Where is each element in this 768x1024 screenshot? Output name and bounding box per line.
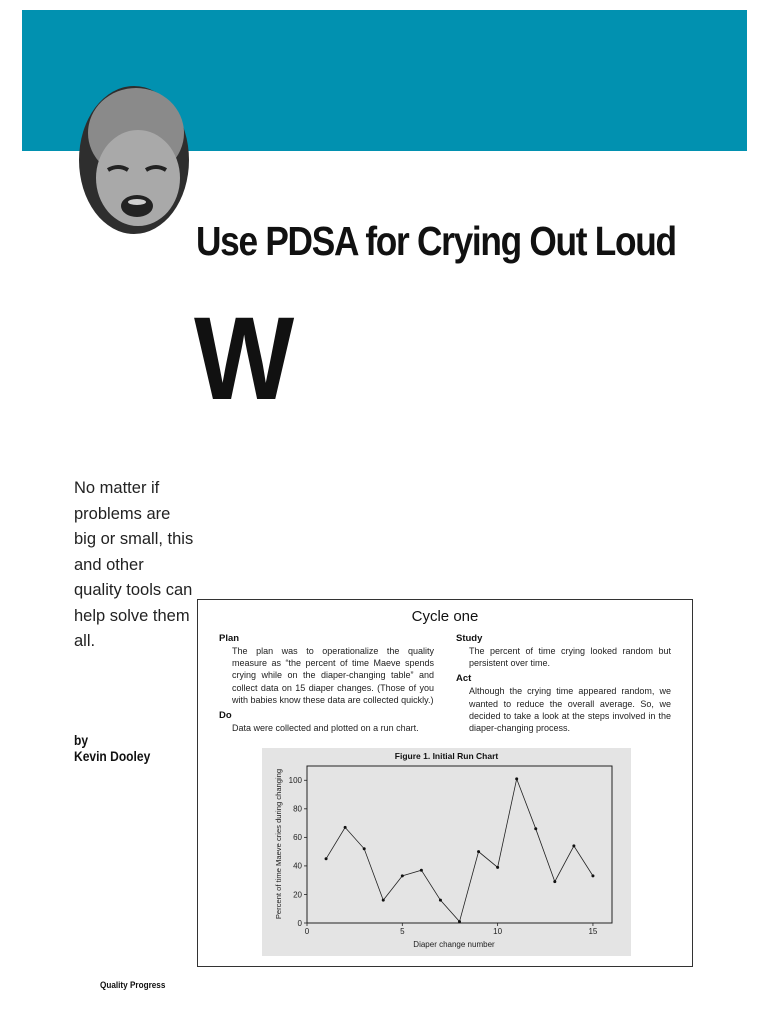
data-point: [572, 844, 575, 847]
y-tick-label: 0: [297, 918, 302, 928]
y-tick-label: 20: [293, 890, 302, 900]
data-point: [325, 857, 328, 860]
y-tick-label: 100: [288, 776, 302, 786]
data-point: [382, 899, 385, 902]
data-point: [439, 899, 442, 902]
data-point: [496, 866, 499, 869]
crying-baby-photo: [74, 78, 194, 236]
sidebar-right-column: [456, 632, 671, 737]
data-point: [401, 874, 404, 877]
x-axis-label: Diaper change number: [413, 940, 495, 949]
data-point: [458, 920, 461, 923]
data-point: [553, 880, 556, 883]
x-tick-label: 15: [588, 927, 598, 936]
y-tick-label: 60: [293, 833, 302, 843]
y-tick-label: 80: [293, 804, 302, 814]
data-point: [515, 777, 518, 780]
data-point: [477, 850, 480, 853]
figure-background: [262, 748, 631, 956]
footer-publication: Quality Progress: [100, 980, 166, 991]
y-tick-label: 40: [293, 861, 302, 871]
drop-cap: W: [194, 293, 291, 425]
cycle-one-sidebar: [197, 599, 693, 967]
study-text: The percent of time crying looked random but persistent over time.: [469, 646, 671, 669]
plan-heading: Plan: [219, 633, 240, 644]
act-heading: Act: [456, 673, 472, 685]
data-point: [591, 874, 594, 877]
plan-text: The plan was to operationalize the quality measure as “the percent of time Maeve spends crying while on the diaper-changing table” and collect data on 15 diaper changes. (Those of you with babies know these data are collected quickly.): [232, 646, 434, 705]
sidebar-left-column: [219, 632, 434, 737]
byline-author: Kevin Dooley: [74, 748, 151, 764]
article-title: Use PDSA for Crying Out Loud: [196, 218, 676, 264]
sidebar-title: Cycle one: [411, 608, 479, 625]
data-point: [363, 847, 366, 850]
do-text: Data were collected and plotted on a run chart.: [232, 723, 419, 734]
pull-quote: No matter if problems are big or small, this and other quality tools can help solve them all.: [74, 479, 194, 650]
run-chart: [262, 748, 631, 956]
study-heading: Study: [456, 633, 483, 644]
figure-title: Figure 1. Initial Run Chart: [394, 751, 499, 761]
x-tick-label: 0: [304, 927, 310, 936]
byline-by: by: [74, 732, 89, 748]
data-point: [534, 827, 537, 830]
data-point: [344, 826, 347, 829]
y-axis-label: Percent of time Maeve cries during changing: [274, 768, 283, 920]
x-tick-label: 10: [493, 927, 503, 936]
act-text: Although the crying time appeared random, we wanted to reduce the overall average. So, we decided to take a look at the steps involved in the diaper-changing process.: [469, 686, 671, 734]
do-heading: Do: [219, 710, 232, 722]
x-tick-label: 5: [400, 927, 405, 936]
byline: [74, 732, 150, 764]
data-point: [420, 869, 423, 872]
